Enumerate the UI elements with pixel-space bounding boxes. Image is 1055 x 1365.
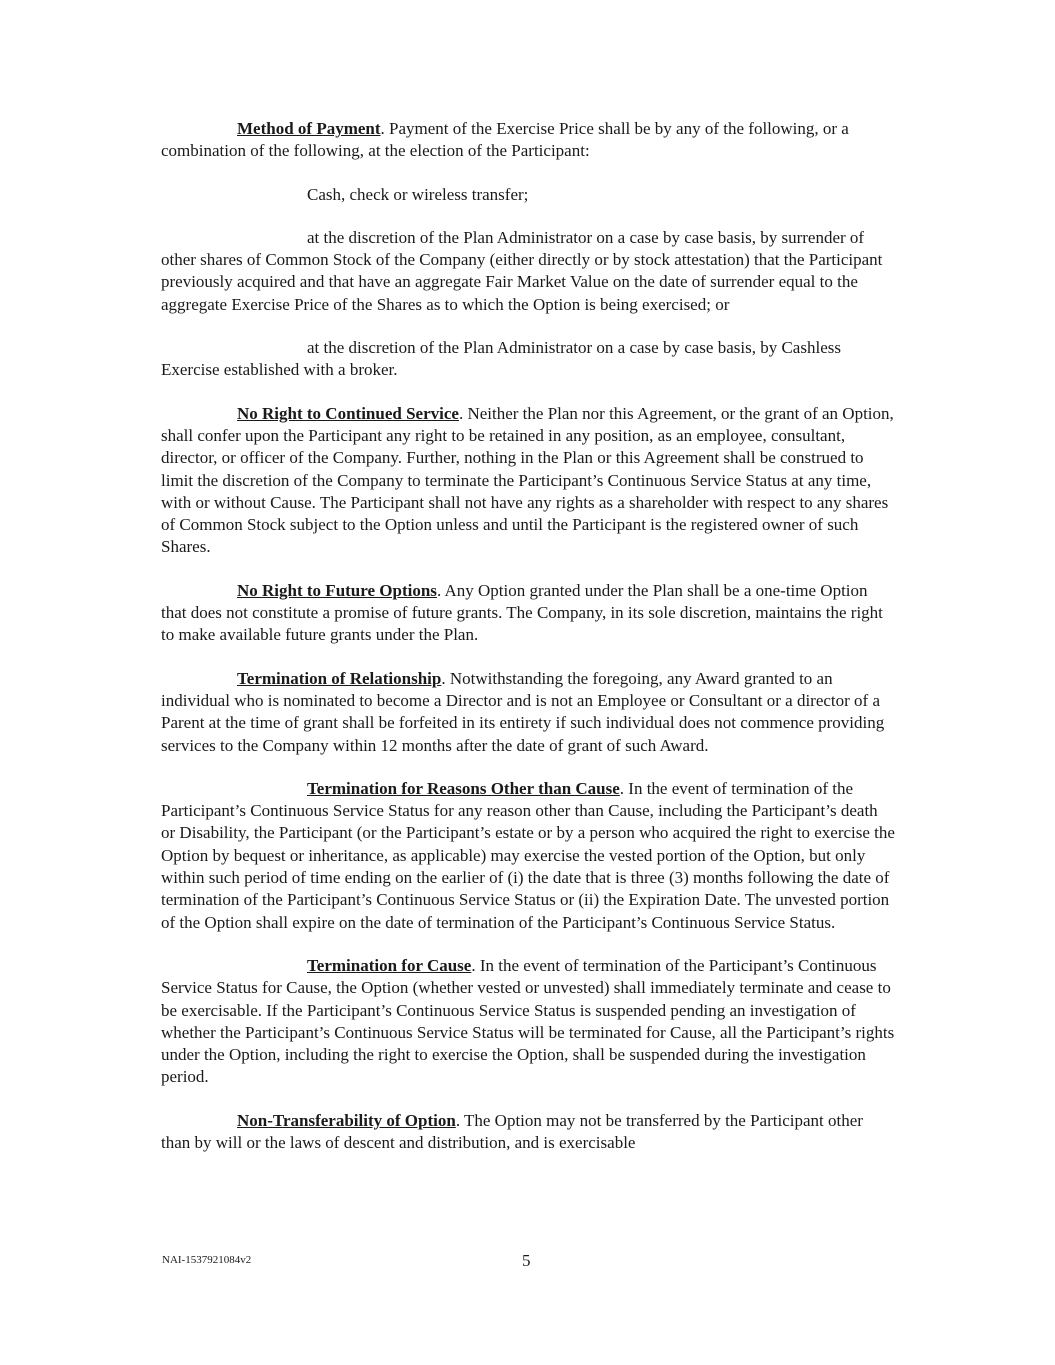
paragraph-method-of-payment: [161, 118, 896, 163]
heading-future-options: No Right to Future Options: [237, 580, 437, 600]
payment-option-cash: Cash, check or wireless transfer;: [307, 184, 529, 204]
paragraph-future-options: [161, 580, 896, 647]
footer-document-id: NAI-1537921084v2: [162, 1254, 252, 1266]
paragraph-text: . Notwithstanding the foregoing, any Award granted to an individual who is nominated to become a Director and is not an Employee or Consultant or a director of a Parent at the time of grant shall be forfeited in its entirety if such individual does not commence providing services to the Company within 12 months after the date of grant of such Award.: [161, 668, 885, 755]
paragraph-continued-service: [161, 403, 896, 559]
paragraph-text: . Neither the Plan nor this Agreement, or the grant of an Option, shall confer upon the Participant any right to be retained in any position, as an employee, consultant, director, or officer of the Company. Further, nothing in the Plan or this Agreement shall be construed to limit the discretion of the Company to terminate the Participant’s Continuous Service Status at any time, with or without Cause. The Participant shall not have any rights as a shareholder with respect to any shares of Common Stock subject to the Option unless and until the Participant is the registered owner of such Shares.: [161, 403, 894, 557]
paragraph-termination-of-relationship: [161, 668, 896, 757]
payment-option-cashless-exercise: at the discretion of the Plan Administrator on a case by case basis, by Cashless Exercise established with a broker.: [161, 338, 841, 380]
paragraph-termination-other-than-cause: [161, 778, 896, 934]
footer-page-number: 5: [522, 1251, 531, 1270]
paragraph-text: . In the event of termination of the Participant’s Continuous Service Status for Cause, the Option (whether vested or unvested) shall immediately terminate and cease to be exercisable. If the Participant’s Continuous Service Status is suspended pending an investigation of whether the Participant’s Continuous Service Status will be terminated for Cause, all the Participant’s rights under the Option, including the right to exercise the Option, shall be suspended during the investigation period.: [161, 955, 895, 1087]
heading-termination-for-cause: Termination for Cause: [307, 955, 472, 975]
paragraph-non-transferability: [161, 1110, 896, 1155]
heading-method-of-payment: Method of Payment: [237, 119, 381, 138]
heading-non-transferability: Non-Transferability of Option: [237, 1110, 456, 1130]
paragraph-text: . The Option may not be transferred by the Participant other than by will or the laws of descent and distribution, and is exercisable: [161, 1110, 863, 1152]
paragraph-text: . Any Option granted under the Plan shall be a one-time Option that does not constitute a promise of future grants. The Company, in its sole discretion, maintains the right to make available future grants under the Plan.: [161, 580, 883, 645]
document-body: [161, 118, 896, 1175]
paragraph-text: . Payment of the Exercise Price shall be by any of the following, or a combination of the following, at the election of the Participant:: [161, 119, 849, 161]
paragraph-termination-for-cause: [161, 955, 896, 1089]
heading-continued-service: No Right to Continued Service: [237, 403, 459, 423]
heading-termination-other-than-cause: Termination for Reasons Other than Cause: [307, 778, 620, 798]
heading-termination-of-relationship: Termination of Relationship: [237, 668, 442, 688]
paragraph-text: . In the event of termination of the Participant’s Continuous Service Status for any reason other than Cause, including the Participant’s death or Disability, the Participant (or the Participant’s estate or by a person who acquired the right to exercise the Option by bequest or inheritance, as applicable) may exercise the vested portion of the Option, but only within such period of time ending on the earlier of (i) the date that is three (3) months following the date of termination of the Participant’s Continuous Service Status or (ii) the Expiration Date. The unvested portion of the Option shall expire on the date of termination of the Participant’s Continuous Service Status.: [161, 778, 895, 932]
payment-option-share-surrender: at the discretion of the Plan Administrator on a case by case basis, by surrender of other shares of Common Stock of the Company (either directly or by stock attestation) that the Participant previously acquired and that have an aggregate Fair Market Value on the date of surrender equal to the aggregate Exercise Price of the Shares as to which the Option is being exercised; or: [161, 227, 883, 314]
